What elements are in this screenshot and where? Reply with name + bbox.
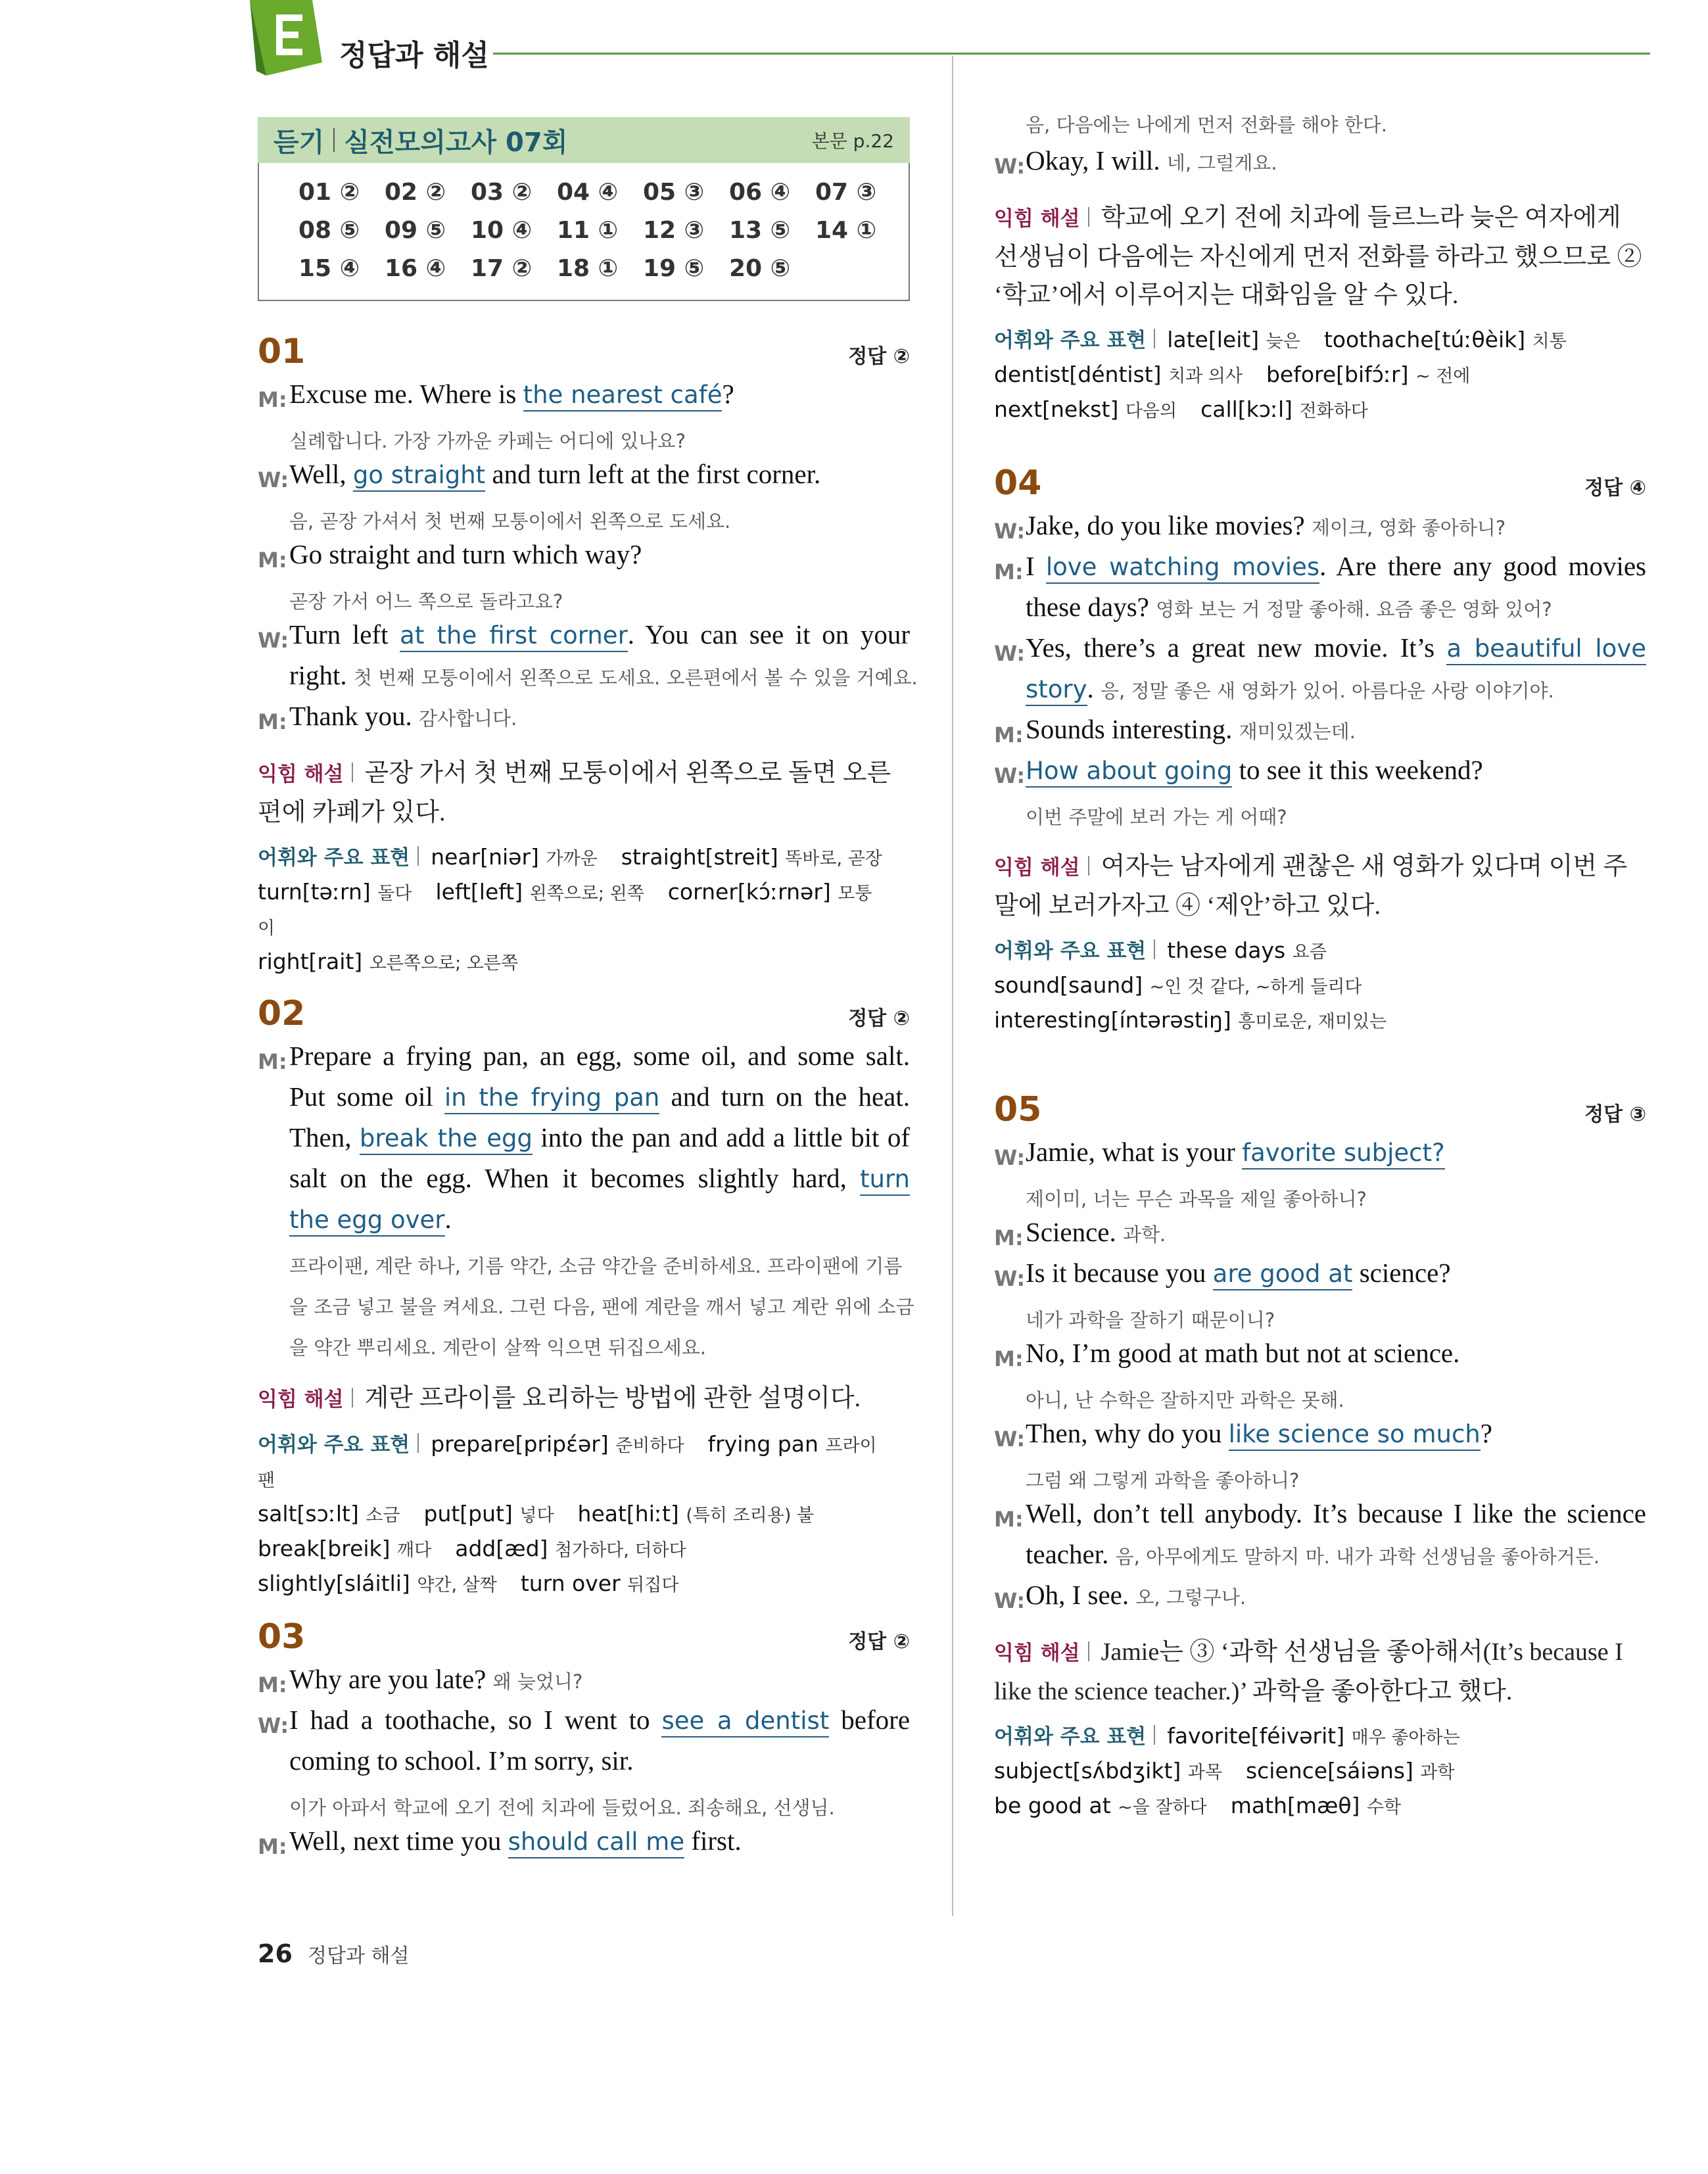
vocab-item: these days 요즘 (1167, 937, 1327, 963)
vocab-item: be good at ~을 잘하다 (994, 1793, 1207, 1818)
vocab-item: sound[saund] ~인 것 같다, ~하게 들리다 (994, 972, 1362, 998)
speaker-label: M: (994, 722, 1024, 747)
vocab-item: subject[sʌ́bdʒikt] 과목 (994, 1758, 1222, 1784)
vocab-item: right[rait] 오른쪽으로; 오른쪽 (258, 949, 519, 974)
answer-cell: 09 ⑤ (385, 217, 446, 244)
header-title: 정답과 해설 (339, 39, 489, 72)
dialogue-line: Well, next time you should call me first. (289, 1825, 910, 1856)
explanation-label: 익힘 해설 (994, 856, 1080, 880)
underlined-phrase: at the first corner (400, 621, 628, 652)
translation-inline: 응, 정말 좋은 새 영화가 있어. 아름다운 사랑 이야기야. (1101, 680, 1554, 702)
answer-cell: 13 ⑤ (729, 217, 791, 244)
dialogue-line: Excuse me. Where is the nearest café? (289, 378, 910, 410)
vocab-item: heat[hiːt] (특히 조리용) 불 (577, 1501, 815, 1526)
explanation-text: Jamie는 ③ ‘과학 선생님을 좋아해서(It’s because I like the science teacher.)’ 과학을 좋아한다고 했다. (994, 1638, 1623, 1705)
answer-key-label: 듣기 (273, 127, 325, 158)
answer-row (298, 179, 909, 217)
speaker-label: M: (994, 559, 1024, 584)
translation-line: 을 약간 뿌리세요. 계란이 살짝 익으면 뒤집으세요. (289, 1336, 707, 1359)
underlined-phrase: are good at (1213, 1260, 1353, 1290)
underlined-phrase: break the egg (360, 1124, 533, 1155)
translation-line: 그럼 왜 그렇게 과학을 좋아하니? (1026, 1469, 1300, 1492)
answer-cell: 17 ② (471, 255, 533, 282)
answer-cell: 03 ② (471, 179, 533, 206)
vocabulary (258, 1428, 910, 1602)
section-logo-icon (250, 0, 329, 76)
vocabulary-label: 어휘와 주요 표현 (994, 1725, 1147, 1749)
vocab-item: turn over 뒤집다 (520, 1571, 679, 1596)
dialogue-line: Science. 과학. (1026, 1217, 1166, 1247)
vocabulary-label: 어휘와 주요 표현 (994, 329, 1147, 352)
translation-line: 음, 곧장 가셔서 첫 번째 모퉁이에서 왼쪽으로 도세요. (289, 510, 731, 532)
explanation-label: 익힘 해설 (994, 1642, 1080, 1665)
translation-line: 프라이팬, 계란 하나, 기름 약간, 소금 약간을 준비하세요. 프라이팬에 기름 (289, 1255, 903, 1277)
question-answer: 정답 ② (848, 345, 910, 368)
explanation (258, 754, 910, 832)
speaker-label: W: (994, 519, 1026, 544)
vocabulary (994, 1720, 1646, 1824)
dialogue-line: Is it because you are good at science? (1026, 1257, 1646, 1288)
translation-inline: 오, 그렇구나. (1135, 1586, 1246, 1609)
question-number: 01 (258, 332, 306, 371)
vocab-item: salt[sɔːlt] 소금 (258, 1501, 400, 1526)
dialogue-line: Go straight and turn which way? (289, 539, 642, 569)
vocab-item: slightly[sláitli] 약간, 살짝 (258, 1571, 497, 1596)
answer-cell: 10 ④ (471, 217, 533, 244)
translation-line: 이번 주말에 보러 가는 게 어때? (1026, 806, 1287, 828)
speaker-label: W: (258, 467, 289, 492)
question-number: 05 (994, 1090, 1042, 1129)
question-answer: 정답 ③ (1584, 1103, 1646, 1126)
translation-line: 을 조금 넣고 불을 켜세요. 그런 다음, 팬에 계란을 깨서 넣고 계란 위에 소금 (289, 1296, 914, 1318)
explanation-label: 익힘 해설 (258, 1388, 344, 1411)
vocab-item: toothache[túːθèik] 치통 (1323, 327, 1567, 352)
speaker-label: M: (258, 548, 287, 573)
translation-line: 이가 아파서 학교에 오기 전에 치과에 들렀어요. 죄송해요, 선생님. (289, 1797, 835, 1819)
header-rule (493, 53, 1650, 55)
dialogue-line: Jake, do you like movies? 제이크, 영화 좋아하니? (1026, 510, 1506, 540)
answer-cell: 05 ③ (643, 179, 705, 206)
translation-line: 곧장 가서 어느 쪽으로 돌라고요? (289, 590, 563, 613)
dialogue-line: teacher. 음, 아무에게도 말하지 마. 내가 과학 선생님을 좋아하거든. (1026, 1539, 1600, 1569)
translation-inline: 왜 늦었니? (492, 1670, 583, 1693)
speaker-label: W: (258, 1713, 289, 1738)
dialogue-line: Then, why do you like science so much? (1026, 1417, 1646, 1449)
vocabulary-label: 어휘와 주요 표현 (258, 1433, 410, 1457)
translation-line: 네가 과학을 잘하기 때문이니? (1026, 1309, 1275, 1331)
question-answer: 정답 ② (848, 1630, 910, 1653)
underlined-phrase: favorite subject? (1242, 1139, 1445, 1170)
column-divider (952, 56, 953, 1916)
answer-cell: 12 ③ (643, 217, 705, 244)
explanation-text: 계란 프라이를 요리하는 방법에 관한 설명이다. (364, 1384, 861, 1412)
translation-line: 음, 다음에는 나에게 먼저 전화를 해야 한다. (1026, 114, 1387, 136)
vocab-item: favorite[féivərit] 매우 좋아하는 (1167, 1723, 1460, 1749)
vocab-item: interesting[íntərəstiŋ] 흥미로운, 재미있는 (994, 1007, 1387, 1033)
dialogue-line: salt on the egg. When it becomes slightly hard, turn (289, 1162, 910, 1194)
explanation (258, 1379, 910, 1419)
speaker-label: M: (258, 387, 287, 412)
answer-cell: 06 ④ (729, 179, 791, 206)
question-03-continued (994, 145, 1646, 428)
dialogue-line: Then, break the egg into the pan and add a little bit of (289, 1122, 910, 1153)
vocab-item: prepare[pripέər] 준비하다 (431, 1431, 684, 1457)
vocab-item: next[nekst] 다음의 (994, 396, 1177, 422)
vocab-item: frying pan 프라이팬 (258, 1431, 877, 1491)
answer-row (298, 255, 909, 293)
underlined-phrase: in the frying pan (444, 1083, 659, 1114)
page-footer (258, 1939, 409, 1968)
answer-cell: 19 ⑤ (643, 255, 705, 282)
translation-inline: 네, 그럴게요. (1166, 152, 1277, 174)
vocab-item: turn[təːrn] 돌다 (258, 879, 412, 905)
translation-inline: 과학. (1122, 1223, 1166, 1246)
dialogue-line: How about going to see it this weekend? (1026, 754, 1646, 786)
explanation-label: 익힘 해설 (994, 207, 1080, 231)
vocab-item: call[kɔːl] 전화하다 (1200, 396, 1368, 422)
dialogue-line: Put some oil in the frying pan and turn on the heat. (289, 1081, 910, 1112)
dialogue-line: right. 첫 번째 모퉁이에서 왼쪽으로 도세요. 오른편에서 볼 수 있을 거예요. (289, 660, 918, 690)
underlined-phrase: How about going (1026, 757, 1232, 788)
speaker-label: W: (994, 641, 1026, 666)
vocabulary-label: 어휘와 주요 표현 (258, 846, 410, 870)
question-answer: 정답 ④ (1584, 477, 1646, 500)
dialogue-line: Turn left at the first corner. You can see it on your (289, 619, 910, 650)
dialogue-line: Jamie, what is your favorite subject? (1026, 1136, 1646, 1168)
underlined-phrase: story (1026, 675, 1087, 706)
vocab-item: straight[streit] 똑바로, 곧장 (621, 844, 882, 870)
dialogue-line: coming to school. I’m sorry, sir. (289, 1745, 634, 1776)
answer-cell: 07 ③ (815, 179, 877, 206)
page-number: 26 (258, 1939, 293, 1968)
vocab-item: corner[kɔ́ːrnər] 모퉁이 (258, 879, 872, 939)
speaker-label: M: (994, 1346, 1024, 1371)
answer-cell: 16 ④ (385, 255, 446, 282)
vocab-item: before[bifɔ́ːr] ~ 전에 (1266, 362, 1471, 387)
dialogue-line: Oh, I see. 오, 그렇구나. (1026, 1580, 1246, 1610)
dialogue-line: these days? 영화 보는 거 정말 좋아해. 요즘 좋은 영화 있어? (1026, 592, 1552, 622)
answer-cell: 20 ⑤ (729, 255, 791, 282)
vocab-item: add[æd] 첨가하다, 더하다 (455, 1536, 686, 1561)
answer-row (298, 217, 909, 255)
dialogue-line: the egg over. (289, 1203, 910, 1235)
underlined-phrase: should call me (508, 1828, 685, 1858)
explanation (994, 1633, 1646, 1711)
explanation-text: 곧장 가서 첫 번째 모퉁이에서 왼쪽으로 돌면 오른편에 카페가 있다. (258, 759, 891, 826)
question-answer: 정답 ② (848, 1007, 910, 1030)
answer-cell: 01 ② (298, 179, 360, 206)
speaker-label: M: (994, 1507, 1024, 1532)
vocabulary (258, 841, 910, 980)
translation-inline: 재미있겠는데. (1239, 721, 1356, 743)
speaker-label: W: (994, 763, 1026, 788)
explanation (994, 199, 1646, 314)
answer-key-title: 실전모의고사 07회 (344, 127, 568, 158)
speaker-label: M: (994, 1225, 1024, 1250)
speaker-label: W: (994, 1145, 1026, 1170)
speaker-label: M: (258, 1049, 287, 1074)
translation-inline: 감사합니다. (419, 707, 517, 730)
dialogue-line: Yes, there’s a great new movie. It’s a beautiful love (1026, 632, 1646, 663)
dialogue-line: Thank you. 감사합니다. (289, 701, 517, 731)
translation-line: 제이미, 너는 무슨 과목을 제일 좋아하니? (1026, 1188, 1367, 1210)
answer-cell: 11 ① (557, 217, 619, 244)
vocabulary-label: 어휘와 주요 표현 (994, 939, 1147, 963)
vocab-item: science[sáiəns] 과학 (1245, 1758, 1455, 1784)
question-number: 04 (994, 463, 1042, 503)
explanation (994, 847, 1646, 925)
underlined-phrase: the egg over (289, 1206, 445, 1237)
answer-cell: 14 ① (815, 217, 877, 244)
dialogue-line: I love watching movies. Are there any good movies (1026, 550, 1646, 582)
underlined-phrase: the nearest café (523, 381, 723, 412)
explanation-text: 여자는 남자에게 괜찮은 새 영화가 있다며 이번 주말에 보러가자고 ④ ‘제안’하고 있다. (994, 853, 1628, 920)
underlined-phrase: like science so much (1229, 1420, 1481, 1451)
speaker-label: M: (258, 1672, 287, 1697)
dialogue-line: I had a toothache, so I went to see a dentist before (289, 1704, 910, 1736)
answer-cell: 15 ④ (298, 255, 360, 282)
speaker-label: M: (258, 709, 287, 734)
underlined-phrase: see a dentist (661, 1707, 829, 1737)
vocab-item: dentist[déntist] 치과 의사 (994, 362, 1243, 387)
dialogue-line: Why are you late? 왜 늦었니? (289, 1664, 583, 1694)
footer-text: 정답과 해설 (307, 1945, 410, 1968)
translation-line: 실례합니다. 가장 가까운 카페는 어디에 있나요? (289, 430, 686, 452)
explanation-text: 학교에 오기 전에 치과에 들르느라 늦은 여자에게 선생님이 다음에는 자신에게 먼저 전화를 하라고 했으므로 ② ‘학교’에서 이루어지는 대화임을 알 수 있다. (994, 204, 1642, 309)
dialogue-line: Well, go straight and turn left at the first corner. (289, 458, 910, 490)
vocab-item: late[leit] 늦은 (1167, 327, 1300, 352)
dialogue-line: Well, don’t tell anybody. It’s because I like the science (1026, 1498, 1646, 1528)
translation-inline: 첫 번째 모퉁이에서 왼쪽으로 도세요. 오른편에서 볼 수 있을 거예요. (353, 667, 918, 689)
speaker-label: W: (994, 1588, 1026, 1613)
answer-key-header (258, 117, 910, 163)
dialogue-line: Sounds interesting. 재미있겠는데. (1026, 714, 1356, 744)
vocab-item: near[niər] 가까운 (431, 844, 598, 870)
answer-key-grid (258, 163, 910, 301)
dialogue-line: No, I’m good at math but not at science. (1026, 1338, 1460, 1368)
question-number: 02 (258, 994, 306, 1033)
underlined-phrase: turn (860, 1165, 910, 1196)
speaker-label: W: (994, 154, 1026, 179)
speaker-label: M: (258, 1834, 287, 1859)
dialogue-line: story. 응, 정말 좋은 새 영화가 있어. 아름다운 사랑 이야기야. (1026, 673, 1646, 704)
answer-key-box (258, 117, 910, 301)
explanation-label: 익힘 해설 (258, 763, 344, 786)
answer-key-page-ref: 본문 p.22 (811, 130, 894, 152)
speaker-label: W: (258, 628, 289, 653)
vocab-item: put[put] 넣다 (423, 1501, 554, 1526)
speaker-label: W: (994, 1266, 1026, 1291)
dialogue-line: Okay, I will. 네, 그럴게요. (1026, 145, 1277, 176)
vocabulary (994, 323, 1646, 428)
translation-inline: 영화 보는 거 정말 좋아해. 요즘 좋은 영화 있어? (1156, 598, 1552, 621)
underlined-phrase: love watching movies (1046, 553, 1319, 584)
vocab-item: left[left] 왼쪽으로; 왼쪽 (435, 879, 644, 905)
underlined-phrase: a beautiful love (1446, 634, 1646, 665)
vocabulary (994, 934, 1646, 1039)
dialogue-line: Prepare a frying pan, an egg, some oil, and some salt. (289, 1041, 910, 1071)
question-number: 03 (258, 1617, 306, 1657)
translation-inline: 제이크, 영화 좋아하니? (1311, 517, 1506, 539)
translation-inline: 음, 아무에게도 말하지 마. 내가 과학 선생님을 좋아하거든. (1115, 1546, 1600, 1568)
translation-line: 아니, 난 수학은 잘하지만 과학은 못해. (1026, 1389, 1344, 1411)
speaker-label: W: (994, 1427, 1026, 1452)
vocab-item: break[breik] 깨다 (258, 1536, 432, 1561)
underlined-phrase: go straight (353, 461, 485, 492)
vocab-item: math[mæθ] 수학 (1230, 1793, 1402, 1818)
answer-cell: 02 ② (385, 179, 446, 206)
answer-cell: 18 ① (557, 255, 619, 282)
answer-cell: 08 ⑤ (298, 217, 360, 244)
question-03-continued (994, 66, 1646, 136)
answer-cell: 04 ④ (557, 179, 619, 206)
